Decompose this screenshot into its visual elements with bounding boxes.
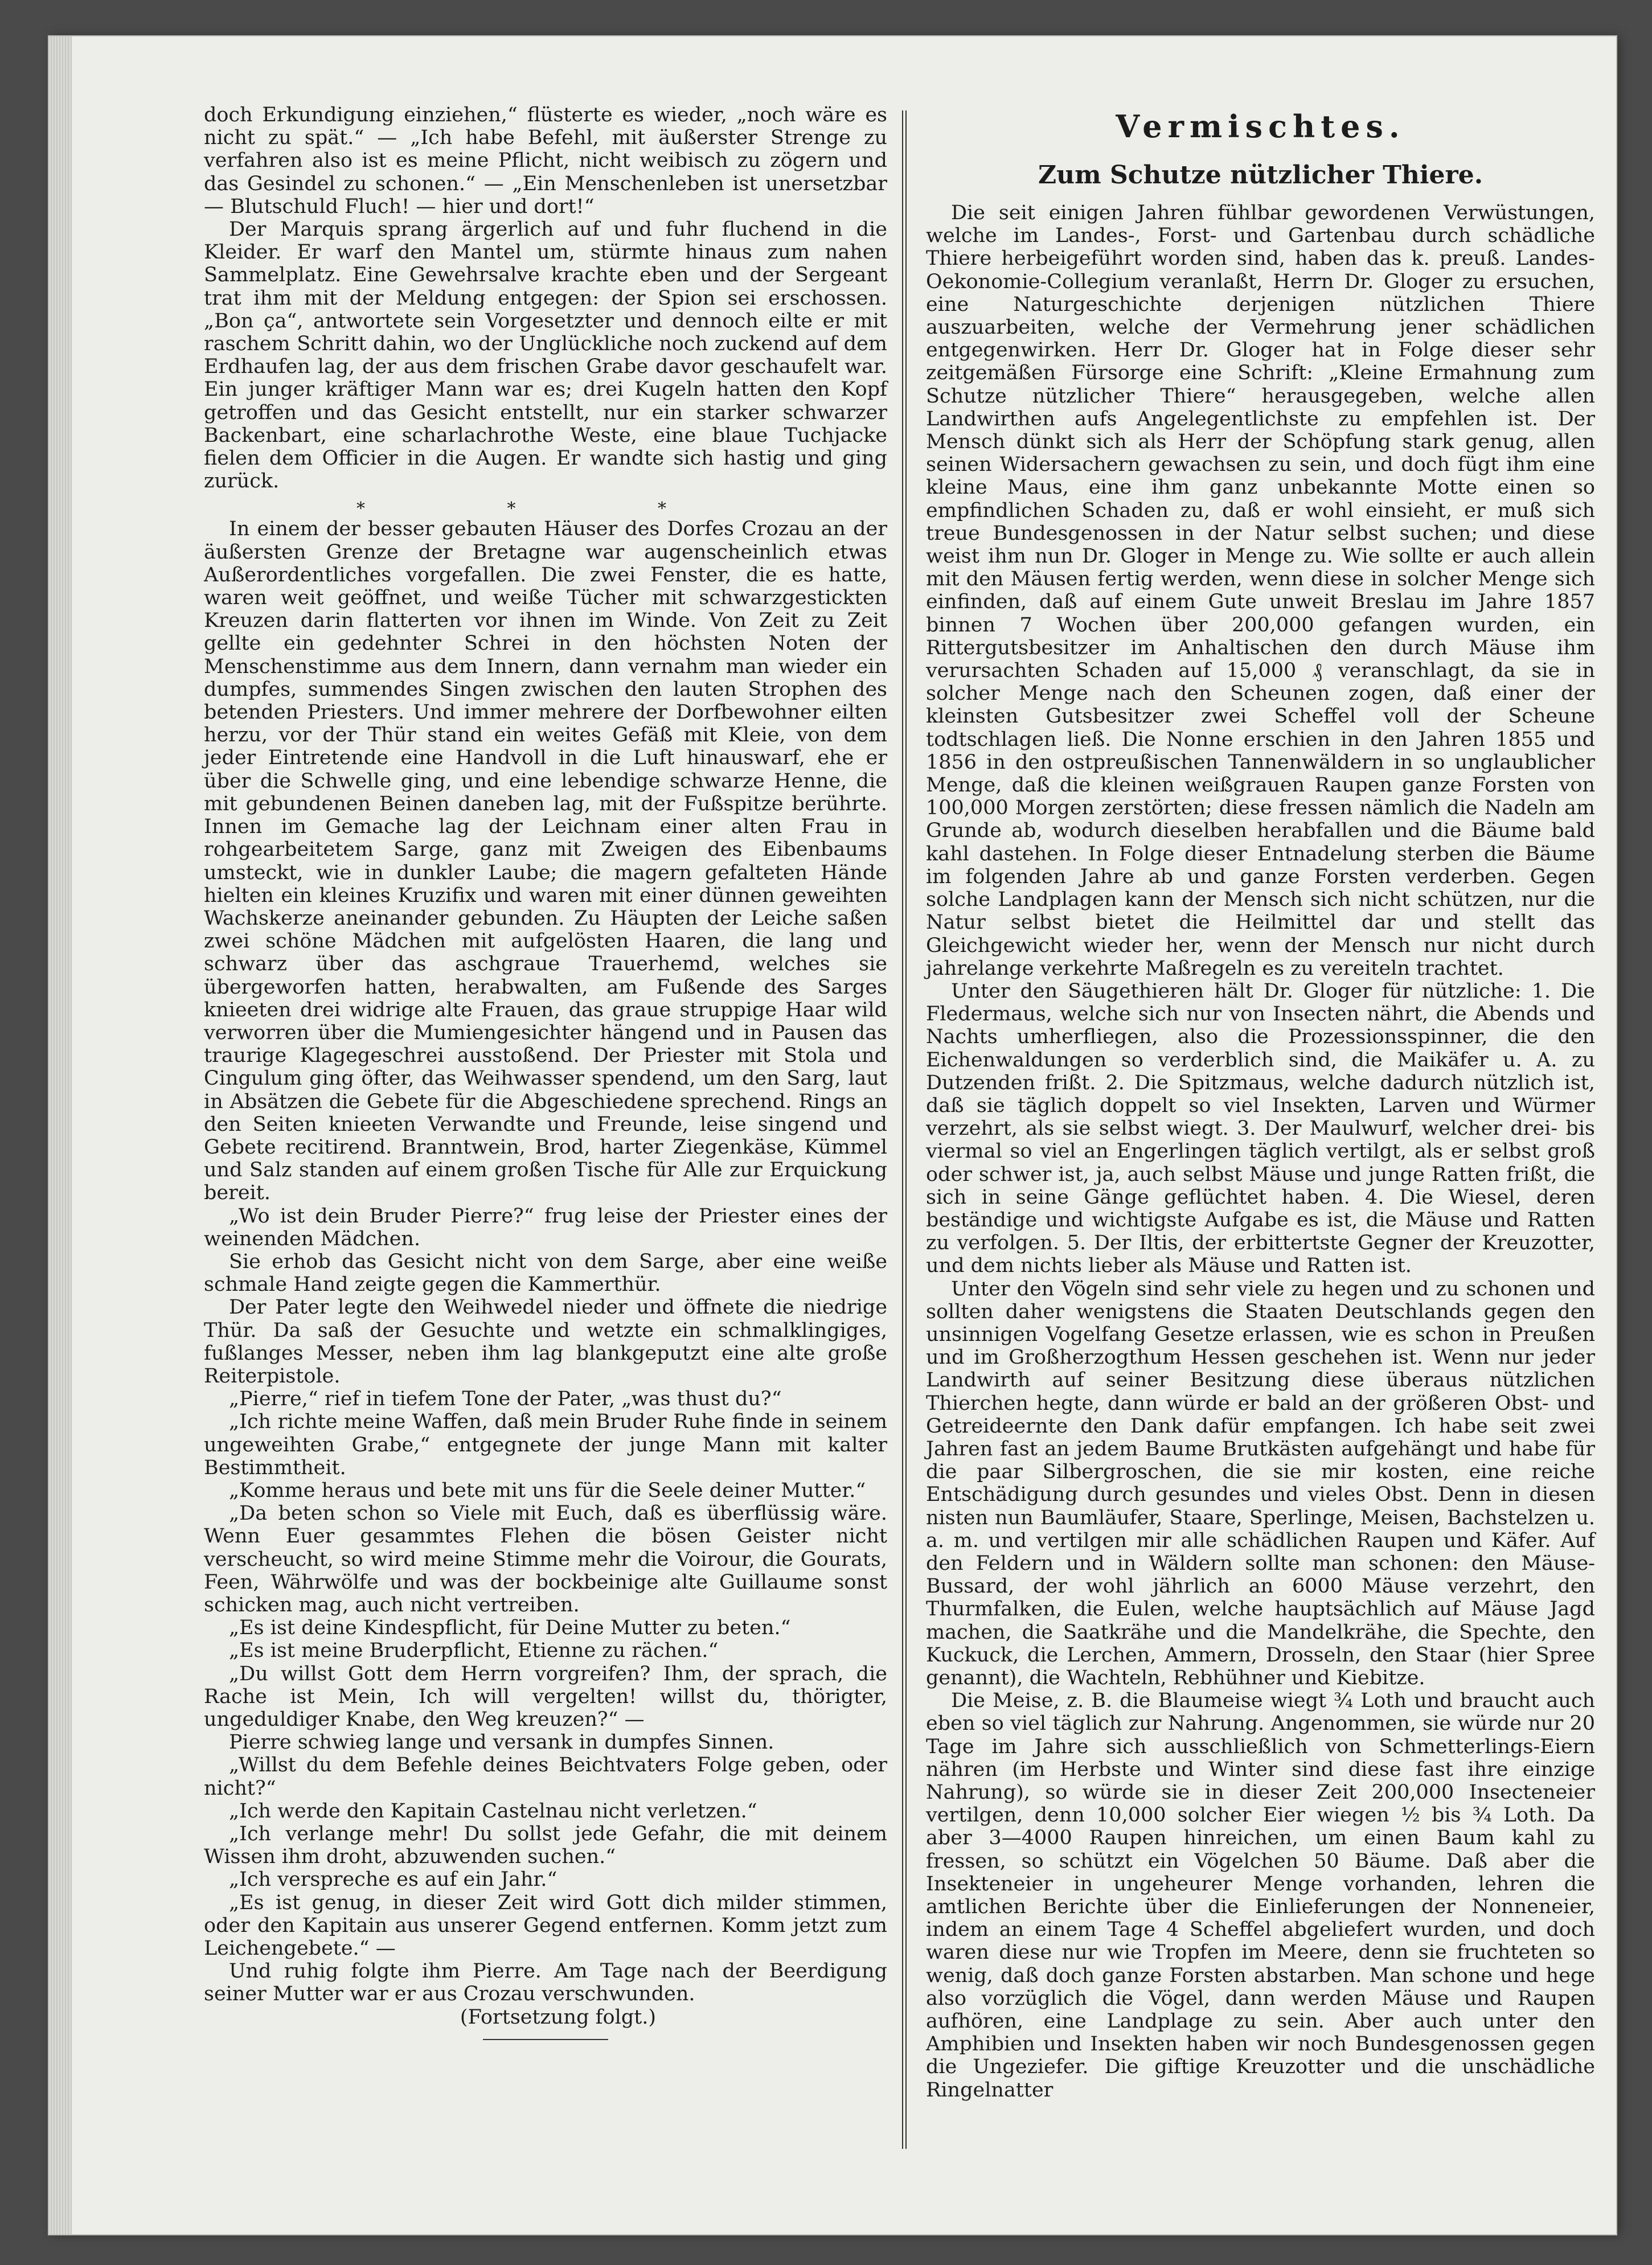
story-paragraph: Der Marquis sprang ärgerlich auf und fuhr fluchend in die Kleider. Er warf den Mantel um, stürmte hinaus zum nahen Sammelplatz. Eine Gewehrsalve krachte eben und der Sergeant trat ihm mit der Meldung entgegen: der Spion sei erschossen. „Bon ça“, antwortete sein Vorgesetzter und dennoch eilte er mit raschem Schritt dahin, wo der Unglückliche noch zuckend auf dem Erdhaufen lag, der aus dem frischen Grabe davor geschaufelt war. Ein junger kräftiger Mann war es; drei Kugeln hatten den Kopf getroffen und das Gesicht entstellt, nur ein starker schwarzer Backenbart, eine scharlachrothe Weste, eine blaue Tuchjacke fielen dem Officier in die Augen. Er wandte sich hastig und ging zurück. [204, 218, 887, 493]
story-paragraph: „Ich werde den Kapitain Castelnau nicht verletzen.“ [229, 1799, 757, 1823]
section-title: Vermischtes. [1116, 108, 1405, 145]
story-paragraph: „Wo ist dein Bruder Pierre?“ frug leise der Priester eines der weinenden Mädchen. [204, 1204, 887, 1250]
article-title: Zum Schutze nützlicher Thiere. [1038, 161, 1483, 190]
story-paragraph: doch Erkundigung einziehen,“ flüsterte es wieder, „noch wäre es nicht zu spät.“ — „Ich habe Befehl, mit äußerster Strenge zu verfahren also ist es meine Pflicht, nicht weibisch zu zögern und das Gesindel zu schonen.“ — „Ein Menschenleben ist unersetzbar — Blutschuld Fluch! — hier und dort!“ [204, 104, 887, 218]
closing-rule [483, 2039, 608, 2040]
newspaper-page [49, 36, 1616, 2234]
story-paragraph: „Ich verlange mehr! Du sollst jede Gefahr, die mit deinem Wissen ihm droht, abzuwenden suchen.“ [204, 1823, 887, 1869]
story-paragraph: „Ich verspreche es auf ein Jahr.“ [229, 1868, 558, 1891]
article-paragraph: Die Meise, z. B. die Blaumeise wiegt ¾ Loth und braucht auch eben so viel täglich zur Nahrung. Angenommen, sie würde nur 20 Tage im Jahre sich ausschließlich von Schmetterlings-Eiern nähren (im Herbste und Winter sind diese fast ihre einzige Nahrung), so würde sie in dieser Zeit 200,000 Insecteneier vertilgen, denn 10,000 solcher Eier wiegen ½ bis ¾ Loth. Da aber 3—4000 Raupen hinreichen, um einen Baum kahl zu fressen, so schützt ein Vögelchen 50 Bäume. Daß aber die Insekteneier in ungeheurer Menge vorhanden, lehren die amtlichen Berichte über die Einlieferungen der Nonneneier, indem an einem Tage 4 Scheffel abgeliefert wurden, und doch waren diese nur wie Tropfen im Meere, denn sie fruchteten so wenig, daß doch ganze Forsten abstarben. Man schone und hege also vorzüglich die Vögel, dann werden Mäuse und Raupen aufhören, eine Landplage zu sein. Aber auch unter den Amphibien und Insekten haben wir noch Bundesgenossen gegen die Ungeziefer. Die giftige Kreuzotter und die unschädliche Ringelnatter [926, 1689, 1595, 2102]
left-column [204, 104, 887, 2040]
right-column [926, 109, 1595, 2102]
story-paragraph: Pierre schwieg lange und versank in dumpfes Sinnen. [229, 1731, 774, 1754]
story-paragraph: „Komme heraus und bete mit uns für die Seele deiner Mutter.“ [229, 1479, 866, 1502]
article-paragraph: Unter den Vögeln sind sehr viele zu hegen und zu schonen und sollten daher wenigstens die Staaten Deutschlands gegen den unsinnigen Vogelfang Gesetze erlassen, wie es schon in Preußen und im Großherzogthum Hessen geschehen ist. Wenn nur jeder Landwirth auf seiner Besitzung diese überaus nützlichen Thierchen hegte, dann würde er bald an der größeren Obst- und Getreideernte den Dank dafür empfangen. Ich habe seit zwei Jahren fast an jedem Baume Brutkästen aufgehängt und habe für die paar Silbergroschen, die sie mir kosten, eine reiche Entschädigung durch gesundes und vieles Obst. Denn in diesen nisten nun Baumläufer, Staare, Sperlinge, Meisen, Bachstelzen u. a. m. und vertilgen mir alle schädlichen Raupen und Käfer. Auf den Feldern und in Wäldern sollte man schonen: den Mäuse-Bussard, der wohl jährlich an 6000 Mäuse verzehrt, den Thurmfalken, die Eulen, welche hauptsächlich auf Mäuse Jagd machen, die Saatkrähe und die Mandelkrähe, die Spechte, den Kuckuck, die Lerchen, Ammern, Drosseln, den Staar (hier Spree genannt), die Wachteln, Rebhühner und Kiebitze. [926, 1277, 1595, 1689]
article-paragraph: Die seit einigen Jahren fühlbar gewordenen Verwüstungen, welche im Landes-, Forst- und Gartenbau durch schädliche Thiere herbeigeführt worden sind, haben das k. preuß. Landes-Oekonomie-Collegium veranlaßt, Herrn Dr. Gloger zu ersuchen, eine Naturgeschichte derjenigen nützlichen Thiere auszuarbeiten, welche der Vermehrung jener schädlichen entgegenwirken. Herr Dr. Gloger hat in Folge dieser sehr zeitgemäßen Fürsorge eine Schrift: „Kleine Ermahnung zum Schutze nützlicher Thiere“ herausgegeben, welche allen Landwirthen aufs Angelegentlichste zu empfehlen ist. Der Mensch dünkt sich als Herr der Schöpfung stark genug, allen seinen Widersachern gewachsen zu sein, und doch fügt ihm eine kleine Maus, eine ihm ganz unbekannte Motte einen so empfindlichen Schaden zu, daß er wohl einsieht, er muß sich treue Bundesgenossen in der Natur selbst suchen; und diese weist ihm nun Dr. Gloger in Menge zu. Wie sollte er auch allein mit den Mäusen fertig werden, wenn diese in solcher Menge sich einfinden, daß auf einem Gute unweit Breslau im Jahre 1857 binnen 7 Wochen über 200,000 gefangen wurden, ein Rittergutsbesitzer im Anhaltischen den durch Mäuse ihm verursachten Schaden auf 15,000 ₰ veranschlagt, da sie in solcher Menge nach den Scheunen zogen, daß einer der kleinsten Gutsbesitzer zwei Scheffel voll der Scheune todtschlagen ließ. Die Nonne erschien in den Jahren 1855 und 1856 in den ostpreußischen Tannenwäldern in so unglaublicher Menge, daß die kleinen weißgrauen Raupen ganze Forsten von 100,000 Morgen zerstörten; diese fressen nämlich die Nadeln am Grunde ab, wodurch dieselben herabfallen und die Bäume bald kahl dastehen. In Folge dieser Entnadelung sterben die Bäume im folgenden Jahre ab und ganze Forsten verderben. Gegen solche Landplagen kann der Mensch sich nicht schützen, nur die Natur selbst bietet die Heilmittel dar und stellt das Gleichgewicht wieder her, wenn der Mensch nur nicht durch jahrelange verkehrte Maßregeln es zu vereiteln trachtet. [926, 202, 1595, 980]
story-paragraph: „Willst du dem Befehle deines Beichtvaters Folge geben, oder nicht?“ [204, 1754, 887, 1800]
story-paragraph: „Es ist meine Bruderpflicht, Etienne zu rächen.“ [229, 1639, 719, 1663]
continuation-note: (Fortsetzung folgt.) [460, 2005, 657, 2029]
story-paragraph: „Ich richte meine Waffen, daß mein Bruder Ruhe finde in seinem ungeweihten Grabe,“ entgegnete der junge Mann mit kalter Bestimmtheit. [204, 1410, 887, 1479]
section-divider-stars: * * * [356, 499, 735, 519]
article-paragraph: Unter den Säugethieren hält Dr. Gloger für nützliche: 1. Die Fledermaus, welche sich nur von Insecten nährt, die Abends und Nachts umherfliegen, also die Prozessionsspinner, die den Eichenwaldungen so verderblich sind, die Maikäfer u. A. zu Dutzenden frißt. 2. Die Spitzmaus, welche dadurch nützlich ist, daß sie täglich doppelt so viel Insekten, Larven und Würmer verzehrt, als sie selbst wiegt. 3. Der Maulwurf, welcher drei- bis viermal so viel an Engerlingen täglich vertilgt, als er selbst groß oder schwer ist, ja, auch selbst Mäuse und junge Ratten frißt, die sich in seine Gänge geflüchtet haben. 4. Die Wiesel, deren beständige und wichtigste Aufgabe es ist, die Mäuse und Ratten zu verfolgen. 5. Der Iltis, der erbittertste Gegner der Kreuzotter, und dem nichts lieber als Mäuse und Ratten ist. [926, 979, 1595, 1278]
story-paragraph: „Pierre,“ rief in tiefem Tone der Pater, „was thust du?“ [229, 1388, 782, 1411]
story-paragraph: In einem der besser gebauten Häuser des Dorfes Crozau an der äußersten Grenze der Bretagne war augenscheinlich etwas Außerordentliches vorgefallen. Die zwei Fenster, die es hatte, waren weit geöffnet, und weiße Tücher mit schwarzgestickten Kreuzen darin flatterten vor ihnen im Winde. Von Zeit zu Zeit gellte ein gedehnter Schrei in den höchsten Noten der Menschenstimme aus dem Innern, dann vernahm man wieder ein dumpfes, summendes Singen zwischen den lauten Strophen des betenden Priesters. Und immer mehrere der Dorfbewohner eilten herzu, vor der Thür stand ein weites Gefäß mit Kleie, von dem jeder Eintretende eine Handvoll in die Luft hinauswarf, ehe er über die Schwelle ging, und eine lebendige schwarze Henne, die mit gebundenen Beinen daneben lag, mit der Fußspitze berührte. Innen im Gemache lag der Leichnam einer alten Frau in rohgearbeitetem Sarge, ganz mit Zweigen des Eibenbaums umsteckt, wie in dunkler Laube; die magern gefalteten Hände hielten ein kleines Kruzifix und waren mit einer dünnen geweihten Wachskerze aneinander gebunden. Zu Häupten der Leiche saßen zwei schöne Mädchen mit aufgelösten Haaren, die lang und schwarz über das aschgraue Trauerhemd, welches sie übergeworfen hatten, herabwalten, am Fußende des Sarges knieeten drei widrige alte Frauen, das graue struppige Haar wild verworren über die Mumiengesichter hängend und in Pausen das traurige Klagegeschrei ausstoßend. Der Priester mit Stola und Cingulum ging öfter, das Weihwasser spendend, um den Sarg, laut in Absätzen die Gebete für die Abgeschiedene sprechend. Rings an den Seiten knieeten Verwandte und Freunde, leise singend und Gebete recitirend. Branntwein, Brod, harter Ziegenkäse, Kümmel und Salz standen auf einem großen Tische für Alle zur Erquickung bereit. [204, 518, 887, 1205]
page-binding-edge [49, 36, 72, 2234]
story-paragraph: „Du willst Gott dem Herrn vorgreifen? Ihm, der sprach, die Rache ist Mein, Ich will vergelten! willst du, thörigter, ungeduldiger Knabe, den Weg kreuzen?“ — [204, 1662, 887, 1731]
story-paragraph: „Da beten schon so Viele mit Euch, daß es überflüssig wäre. Wenn Euer gesammtes Flehen die bösen Geister nicht verscheucht, so wird meine Stimme mehr die Voirour, die Gourats, Feen, Währwölfe und was der bockbeinige alte Guillaume sonst schicken mag, auch nicht vertreiben. [204, 1502, 887, 1616]
story-paragraph: Und ruhig folgte ihm Pierre. Am Tage nach der Beerdigung seiner Mutter war er aus Crozau verschwunden. [204, 1960, 887, 2006]
story-paragraph: „Es ist genug, in dieser Zeit wird Gott dich milder stimmen, oder den Kapitain aus unserer Gegend entfernen. Komm jetzt zum Leichengebete.“ — [204, 1891, 887, 1960]
story-paragraph: „Es ist deine Kindespflicht, für Deine Mutter zu beten.“ [229, 1616, 791, 1640]
story-paragraph: Der Pater legte den Weihwedel nieder und öffnete die niedrige Thür. Da saß der Gesuchte und wetzte ein schmalklingiges, fußlanges Messer, neben ihm lag blankgeputzt eine alte große Reiterpistole. [204, 1296, 887, 1388]
column-divider [902, 110, 907, 2149]
story-paragraph: Sie erhob das Gesicht nicht von dem Sarge, aber eine weiße schmale Hand zeigte gegen die Kammerthür. [204, 1250, 887, 1296]
